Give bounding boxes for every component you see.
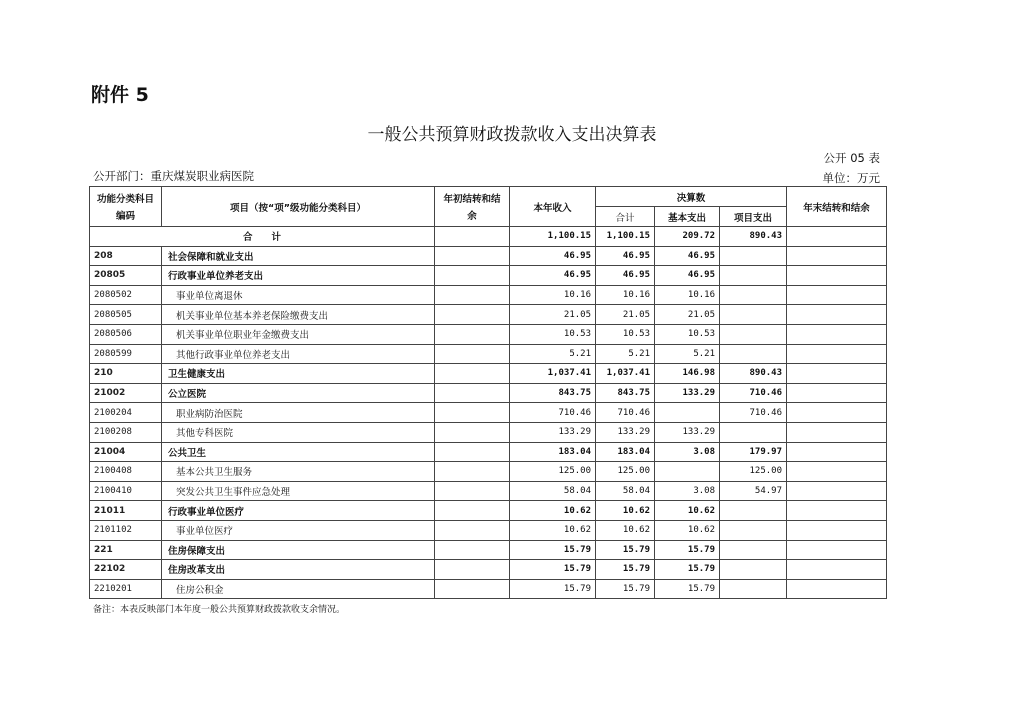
closing-cell	[787, 422, 887, 442]
header-code-line1: 功能分类科目	[96, 194, 154, 205]
form-code: 公开 05 表	[823, 151, 880, 165]
item-name-cell: 其他行政事业单位养老支出	[162, 344, 435, 364]
code-cell: 2080506	[90, 324, 162, 344]
total-cell: 125.00	[596, 462, 655, 482]
total-cell: 133.29	[596, 422, 655, 442]
income-cell: 5.21	[510, 344, 596, 364]
income-cell: 133.29	[510, 422, 596, 442]
income-cell: 15.79	[510, 540, 596, 560]
total-cell: 58.04	[596, 481, 655, 501]
footnote: 备注：本表反映部门本年度一般公共预算财政拨款收支余情况。	[93, 605, 346, 615]
closing-cell	[787, 540, 887, 560]
closing-cell	[787, 403, 887, 423]
closing-cell	[787, 285, 887, 305]
closing-cell	[787, 462, 887, 482]
closing-cell	[787, 442, 887, 462]
item-name-cell: 行政事业单位养老支出	[162, 266, 435, 286]
table-row	[90, 324, 887, 344]
closing-cell	[787, 501, 887, 521]
income-cell: 46.95	[510, 266, 596, 286]
total-closing	[787, 227, 887, 247]
project-cell	[720, 540, 787, 560]
basic-cell: 46.95	[655, 266, 720, 286]
table-row	[90, 422, 887, 442]
income-cell: 21.05	[510, 305, 596, 325]
code-cell: 2100208	[90, 422, 162, 442]
item-name-cell: 职业病防治医院	[162, 403, 435, 423]
total-cell: 183.04	[596, 442, 655, 462]
table-row	[90, 462, 887, 482]
table-row	[90, 501, 887, 521]
header-opening	[435, 187, 510, 227]
code-cell: 2100408	[90, 462, 162, 482]
code-cell: 221	[90, 540, 162, 560]
basic-cell: 146.98	[655, 364, 720, 384]
opening-cell	[435, 462, 510, 482]
basic-cell: 10.16	[655, 285, 720, 305]
basic-cell: 10.53	[655, 324, 720, 344]
table-row	[90, 560, 887, 580]
basic-cell: 46.95	[655, 246, 720, 266]
code-cell: 2080599	[90, 344, 162, 364]
code-cell: 2100204	[90, 403, 162, 423]
income-cell: 843.75	[510, 383, 596, 403]
opening-cell	[435, 246, 510, 266]
project-cell	[720, 324, 787, 344]
income-cell: 10.53	[510, 324, 596, 344]
basic-cell: 10.62	[655, 520, 720, 540]
basic-cell: 5.21	[655, 344, 720, 364]
total-sum: 1,100.15	[596, 227, 655, 247]
opening-cell	[435, 560, 510, 580]
item-name-cell: 公共卫生	[162, 442, 435, 462]
total-row	[90, 227, 887, 247]
closing-cell	[787, 481, 887, 501]
item-name-cell: 住房保障支出	[162, 540, 435, 560]
basic-cell: 3.08	[655, 442, 720, 462]
department-label: 公开部门：重庆煤炭职业病医院	[93, 169, 254, 183]
code-cell: 2080502	[90, 285, 162, 305]
total-cell: 10.16	[596, 285, 655, 305]
project-cell: 710.46	[720, 403, 787, 423]
project-cell	[720, 501, 787, 521]
project-cell	[720, 266, 787, 286]
header-code	[90, 187, 162, 227]
total-cell: 710.46	[596, 403, 655, 423]
closing-cell	[787, 324, 887, 344]
basic-cell	[655, 462, 720, 482]
opening-cell	[435, 481, 510, 501]
project-cell: 125.00	[720, 462, 787, 482]
income-cell: 58.04	[510, 481, 596, 501]
page-title: 一般公共预算财政拨款收入支出决算表	[367, 125, 657, 145]
project-cell	[720, 285, 787, 305]
total-cell: 1,037.41	[596, 364, 655, 384]
project-cell: 179.97	[720, 442, 787, 462]
project-cell	[720, 560, 787, 580]
income-cell: 125.00	[510, 462, 596, 482]
total-cell: 21.05	[596, 305, 655, 325]
total-cell: 843.75	[596, 383, 655, 403]
table-row	[90, 364, 887, 384]
project-cell: 54.97	[720, 481, 787, 501]
opening-cell	[435, 403, 510, 423]
closing-cell	[787, 266, 887, 286]
header-closing: 年末结转和结余	[787, 187, 887, 227]
basic-cell: 15.79	[655, 579, 720, 599]
project-cell	[720, 520, 787, 540]
header-project: 项目支出	[720, 207, 787, 227]
code-cell: 21004	[90, 442, 162, 462]
item-name-cell: 突发公共卫生事件应急处理	[162, 481, 435, 501]
total-income: 1,100.15	[510, 227, 596, 247]
closing-cell	[787, 305, 887, 325]
table-row	[90, 442, 887, 462]
total-basic: 209.72	[655, 227, 720, 247]
income-cell: 710.46	[510, 403, 596, 423]
item-name-cell: 卫生健康支出	[162, 364, 435, 384]
item-name-cell: 机关事业单位职业年金缴费支出	[162, 324, 435, 344]
income-cell: 1,037.41	[510, 364, 596, 384]
total-cell: 15.79	[596, 579, 655, 599]
code-cell: 2210201	[90, 579, 162, 599]
closing-cell	[787, 246, 887, 266]
item-name-cell: 事业单位离退休	[162, 285, 435, 305]
code-cell: 21011	[90, 501, 162, 521]
header-opening-line1: 年初结转和结	[443, 194, 501, 205]
closing-cell	[787, 579, 887, 599]
total-label: 合 计	[90, 227, 435, 247]
code-cell: 21002	[90, 383, 162, 403]
total-cell: 10.62	[596, 520, 655, 540]
project-cell	[720, 579, 787, 599]
opening-cell	[435, 324, 510, 344]
item-name-cell: 住房改革支出	[162, 560, 435, 580]
item-name-cell: 住房公积金	[162, 579, 435, 599]
closing-cell	[787, 344, 887, 364]
opening-cell	[435, 383, 510, 403]
closing-cell	[787, 383, 887, 403]
header-item: 项目（按“项”级功能分类科目）	[162, 187, 435, 227]
header-total: 合计	[596, 207, 655, 227]
total-cell: 10.53	[596, 324, 655, 344]
code-cell: 2101102	[90, 520, 162, 540]
opening-cell	[435, 442, 510, 462]
total-project: 890.43	[720, 227, 787, 247]
basic-cell: 133.29	[655, 422, 720, 442]
basic-cell: 133.29	[655, 383, 720, 403]
opening-cell	[435, 540, 510, 560]
project-cell	[720, 246, 787, 266]
table-row	[90, 246, 887, 266]
header-final-accounts: 决算数	[596, 187, 787, 207]
basic-cell	[655, 403, 720, 423]
table-row	[90, 266, 887, 286]
income-cell: 10.16	[510, 285, 596, 305]
item-name-cell: 机关事业单位基本养老保险缴费支出	[162, 305, 435, 325]
table-row	[90, 285, 887, 305]
table-row	[90, 344, 887, 364]
table-row	[90, 579, 887, 599]
basic-cell: 3.08	[655, 481, 720, 501]
code-cell: 20805	[90, 266, 162, 286]
income-cell: 15.79	[510, 560, 596, 580]
project-cell: 710.46	[720, 383, 787, 403]
opening-cell	[435, 285, 510, 305]
code-cell: 2100410	[90, 481, 162, 501]
code-cell: 22102	[90, 560, 162, 580]
opening-cell	[435, 305, 510, 325]
table-row	[90, 520, 887, 540]
table-row	[90, 481, 887, 501]
item-name-cell: 行政事业单位医疗	[162, 501, 435, 521]
total-cell: 15.79	[596, 560, 655, 580]
opening-cell	[435, 364, 510, 384]
opening-cell	[435, 579, 510, 599]
basic-cell: 15.79	[655, 560, 720, 580]
code-cell: 208	[90, 246, 162, 266]
item-name-cell: 事业单位医疗	[162, 520, 435, 540]
header-code-line2: 编码	[115, 211, 135, 222]
total-cell: 46.95	[596, 246, 655, 266]
table-row	[90, 383, 887, 403]
total-cell: 46.95	[596, 266, 655, 286]
opening-cell	[435, 422, 510, 442]
table-row	[90, 403, 887, 423]
table-row	[90, 305, 887, 325]
item-name-cell: 社会保障和就业支出	[162, 246, 435, 266]
closing-cell	[787, 364, 887, 384]
header-basic: 基本支出	[655, 207, 720, 227]
header-income: 本年收入	[510, 187, 596, 227]
total-opening	[435, 227, 510, 247]
item-name-cell: 其他专科医院	[162, 422, 435, 442]
unit-label: 单位：万元	[822, 171, 880, 185]
project-cell	[720, 305, 787, 325]
income-cell: 183.04	[510, 442, 596, 462]
basic-cell: 10.62	[655, 501, 720, 521]
opening-cell	[435, 501, 510, 521]
total-cell: 15.79	[596, 540, 655, 560]
attachment-label: 附件 5	[91, 84, 149, 106]
code-cell: 210	[90, 364, 162, 384]
opening-cell	[435, 266, 510, 286]
closing-cell	[787, 520, 887, 540]
total-cell: 5.21	[596, 344, 655, 364]
code-cell: 2080505	[90, 305, 162, 325]
basic-cell: 21.05	[655, 305, 720, 325]
project-cell: 890.43	[720, 364, 787, 384]
item-name-cell: 公立医院	[162, 383, 435, 403]
project-cell	[720, 422, 787, 442]
item-name-cell: 基本公共卫生服务	[162, 462, 435, 482]
header-opening-line2: 余	[467, 211, 477, 222]
project-cell	[720, 344, 787, 364]
total-cell: 10.62	[596, 501, 655, 521]
closing-cell	[787, 560, 887, 580]
budget-table	[89, 186, 887, 599]
income-cell: 10.62	[510, 520, 596, 540]
basic-cell: 15.79	[655, 540, 720, 560]
opening-cell	[435, 520, 510, 540]
income-cell: 10.62	[510, 501, 596, 521]
income-cell: 15.79	[510, 579, 596, 599]
income-cell: 46.95	[510, 246, 596, 266]
opening-cell	[435, 344, 510, 364]
table-row	[90, 540, 887, 560]
